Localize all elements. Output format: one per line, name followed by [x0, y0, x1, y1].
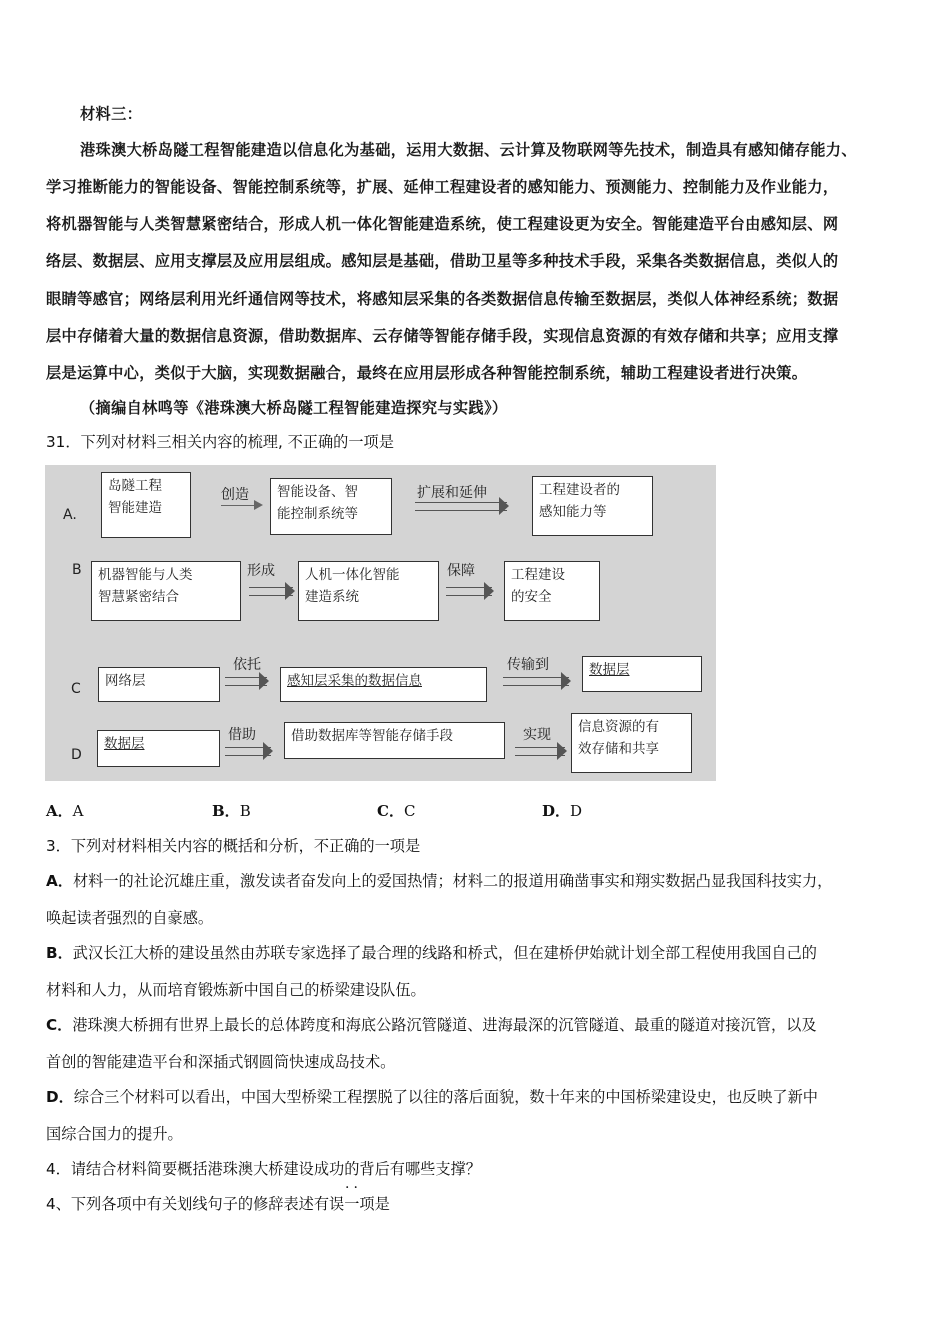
- row-c-box-1: 网络层: [98, 667, 220, 702]
- emphasis-dots: ··: [345, 1180, 362, 1196]
- row-a-box-2: 智能设备、智 能控制系统等: [270, 478, 392, 535]
- q3-option-c-cont: 首创的智能建造平台和深插式钢圆筒快速成岛技术。: [46, 1053, 396, 1071]
- q3-option-c[interactable]: [46, 1014, 817, 1035]
- option-text: 港珠澳大桥拥有世界上最长的总体跨度和海底公路沉管隧道、进海最深的沉管隧道、最重的隧道对接沉管，以及: [72, 1016, 817, 1034]
- option-letter: A．: [46, 872, 73, 890]
- option-letter: D．: [46, 1088, 74, 1106]
- row-a-box-1: 岛隧工程 智能建造: [101, 472, 191, 538]
- row-d-arrow-2: [515, 747, 565, 756]
- option-text: 综合三个材料可以看出，中国大型桥梁工程摆脱了以往的落后面貌，数十年来的中国桥梁建设史，也反映了新中: [73, 1088, 818, 1106]
- row-a-arrow-2: [415, 502, 507, 511]
- option-letter: B．: [46, 944, 73, 962]
- question-31-diagram: [45, 465, 716, 781]
- option-text: B: [239, 802, 251, 820]
- material-line: 港珠澳大桥岛隧工程智能建造以信息化为基础，运用大数据、云计算及物联网等先技术，制造具有感知储存能力、: [80, 141, 857, 159]
- row-b-arrow-1: [249, 587, 293, 596]
- row-c-arrow-1: [225, 677, 267, 686]
- question-31-stem: 31．下列对材料三相关内容的梳理, 不正确的一项是: [46, 433, 394, 451]
- material-line: 层是运算中心，类似于大脑，实现数据融合，最终在应用层形成各种智能控制系统，辅助工程建设者进行决策。: [46, 364, 808, 382]
- q3-option-a-cont: 唤起读者强烈的自豪感。: [46, 909, 214, 927]
- question-3-stem: 3．下列对材料相关内容的概括和分析，不正确的一项是: [46, 837, 421, 855]
- row-d-arrow-1: [225, 747, 271, 756]
- material-line: 层中存储着大量的数据信息资源，借助数据库、云存储等智能存储手段，实现信息资源的有效存储和共享；应用支撑: [46, 327, 839, 345]
- material-line: 将机器智能与人类智慧紧密结合，形成人机一体化智能建造系统，使工程建设更为安全。智能建造平台由感知层、网: [46, 215, 839, 233]
- option-text: D: [570, 802, 583, 820]
- q3-option-b[interactable]: [46, 942, 817, 963]
- q3-option-d[interactable]: [46, 1086, 818, 1107]
- row-c-arrow-1-label: 依托: [233, 657, 261, 673]
- row-d-box-3: 信息资源的有 效存储和共享: [571, 713, 692, 773]
- row-c-arrow-2-label: 传输到: [507, 657, 549, 673]
- question-4b-stem: 4、下列各项中有关划线句子的修辞表述有误一项是: [46, 1195, 390, 1213]
- option-text: C: [403, 802, 416, 820]
- q3-option-d-cont: 国综合国力的提升。: [46, 1125, 183, 1143]
- q31-option-d[interactable]: [542, 800, 582, 821]
- row-d-label: D: [71, 747, 82, 763]
- row-b-arrow-2-label: 保障: [447, 563, 475, 579]
- row-c-arrow-2: [503, 677, 569, 686]
- row-d-box-2: 借助数据库等智能存储手段: [284, 722, 505, 759]
- row-d-arrow-2-label: 实现: [523, 727, 551, 743]
- material-source: （摘编自林鸣等《港珠澳大桥岛隧工程智能建造探究与实践》）: [80, 399, 508, 417]
- row-b-box-3: 工程建设 的安全: [504, 561, 600, 621]
- row-b-arrow-2: [446, 587, 492, 596]
- q31-option-c[interactable]: [377, 800, 415, 821]
- row-a-label: A.: [63, 507, 77, 523]
- option-text: A: [72, 802, 84, 820]
- q3-option-a[interactable]: [46, 870, 832, 891]
- row-a-arrow-2-label: 扩展和延伸: [417, 485, 487, 501]
- row-c-label: C: [71, 681, 81, 697]
- row-b-arrow-1-label: 形成: [247, 563, 275, 579]
- row-d-arrow-1-label: 借助: [228, 727, 256, 743]
- option-letter: D．: [542, 802, 571, 820]
- row-b-box-1: 机器智能与人类 智慧紧密结合: [91, 561, 241, 621]
- material-heading: 材料三：: [80, 105, 143, 123]
- row-b-box-2: 人机一体化智能 建造系统: [298, 561, 439, 621]
- row-b-label: B: [72, 562, 82, 578]
- row-c-box-3: 数据层: [582, 656, 702, 692]
- option-text: 武汉长江大桥的建设虽然由苏联专家选择了最合理的线路和桥式，但在建桥伊始就计划全部工程使用我国自己的: [72, 944, 817, 962]
- row-a-arrow-1-label: 创造: [221, 487, 249, 503]
- option-letter: C．: [46, 1016, 73, 1034]
- option-letter: B．: [212, 802, 240, 820]
- material-line: 络层、数据层、应用支撑层及应用层组成。感知层是基础，借助卫星等多种技术手段，采集各类数据信息，类似人的: [46, 252, 839, 270]
- option-text: 材料一的社论沉雄庄重，激发读者奋发向上的爱国热情；材料二的报道用确凿事实和翔实数据凸显我国科技实力，: [72, 872, 833, 890]
- row-c-box-2: 感知层采集的数据信息: [280, 667, 487, 702]
- q31-option-a[interactable]: [46, 800, 83, 821]
- option-letter: A．: [46, 802, 73, 820]
- row-a-box-3: 工程建设者的 感知能力等: [532, 476, 653, 536]
- q3-option-b-cont: 材料和人力，从而培育锻炼新中国自己的桥梁建设队伍。: [46, 981, 426, 999]
- row-d-box-1: 数据层: [97, 730, 220, 767]
- material-line: 眼睛等感官；网络层利用光纤通信网等技术，将感知层采集的各类数据信息传输至数据层，类似人体神经系统；数据: [46, 290, 839, 308]
- question-4-stem: 4．请结合材料简要概括港珠澳大桥建设成功的背后有哪些支撑？: [46, 1160, 481, 1178]
- material-line: 学习推断能力的智能设备、智能控制系统等，扩展、延伸工程建设者的感知能力、预测能力、控制能力及作业能力，: [46, 178, 839, 196]
- q31-option-b[interactable]: [212, 800, 251, 821]
- row-a-arrow-1: [221, 505, 261, 506]
- option-letter: C．: [377, 802, 404, 820]
